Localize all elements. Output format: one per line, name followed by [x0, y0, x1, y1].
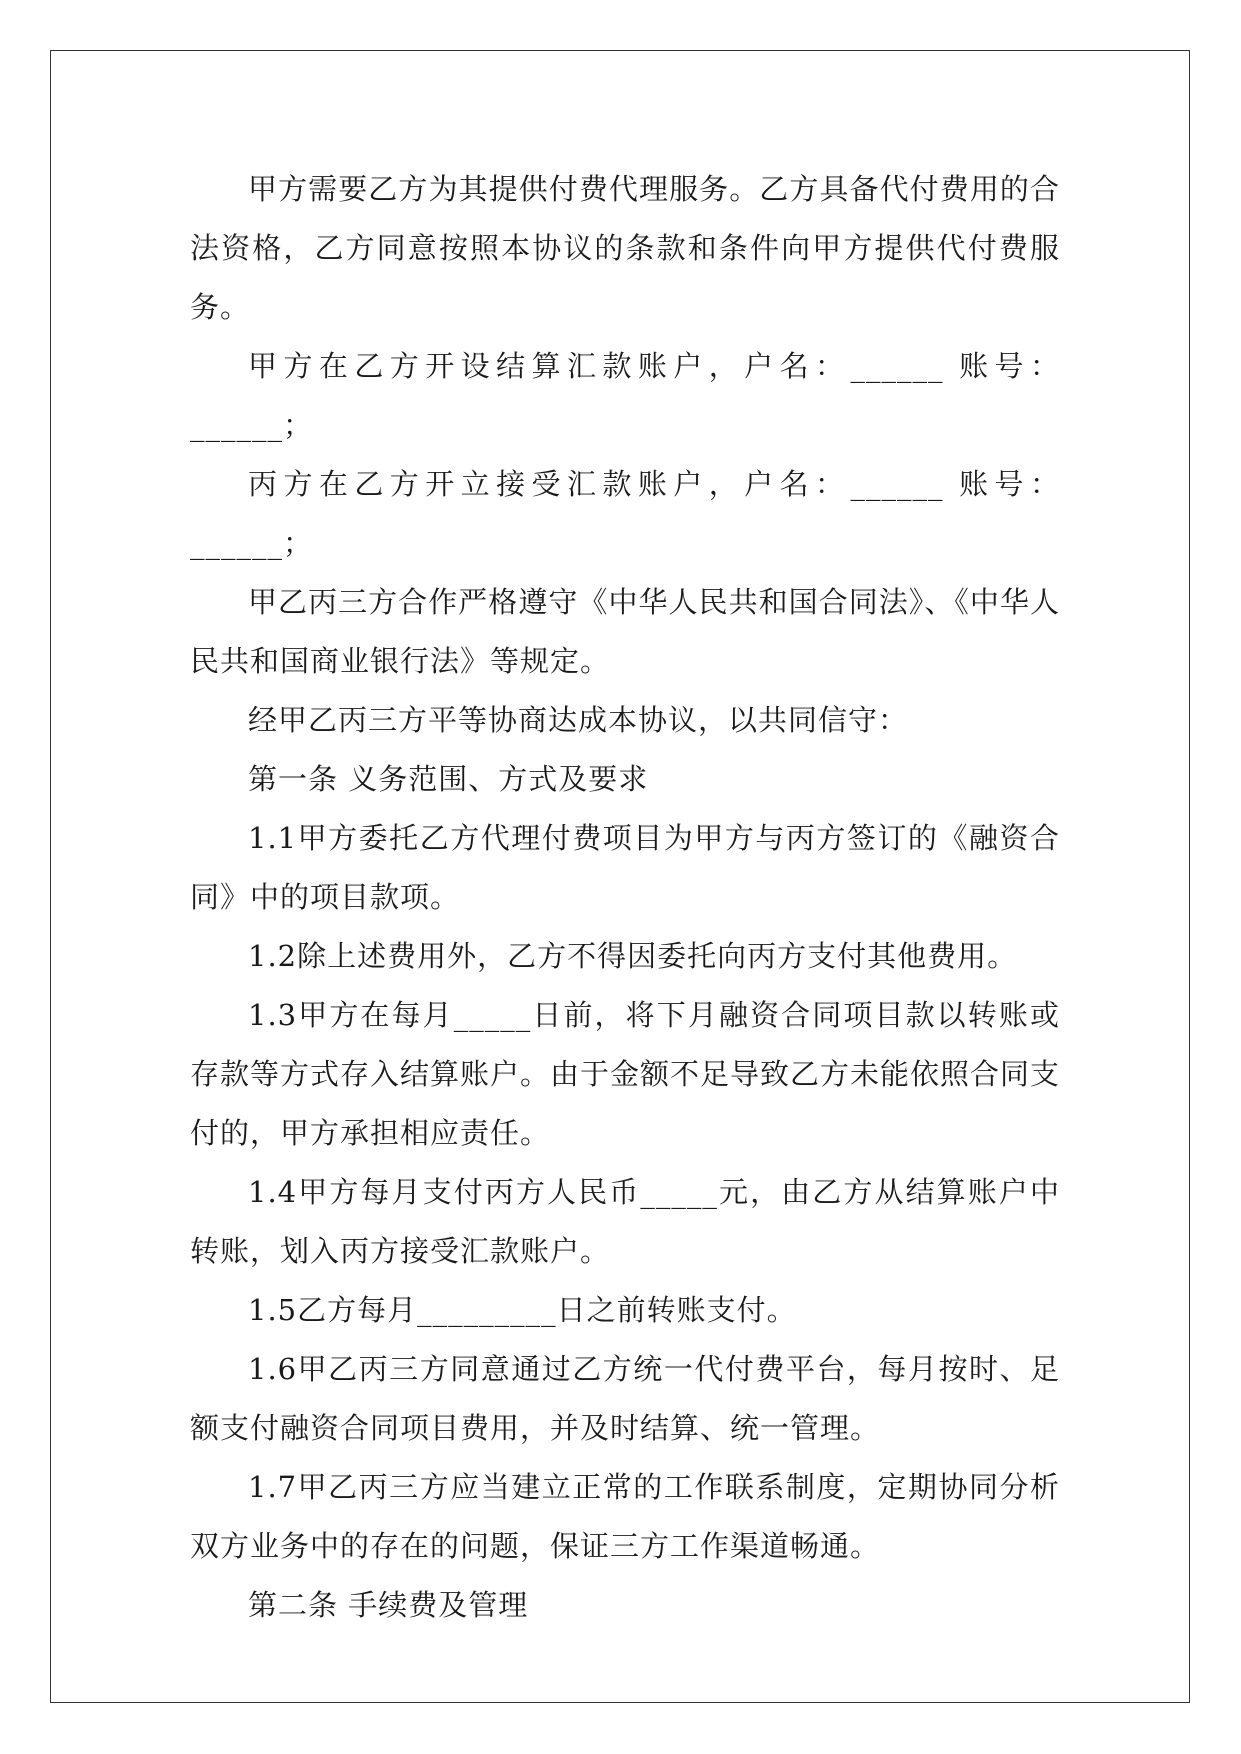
paragraph-agreement: 经甲乙丙三方平等协商达成本协议，以共同信守： — [248, 703, 909, 737]
clause-1-4: 1.4甲方每月支付丙方人民币_____元，由乙方从结算账户中转账，划入丙方接受汇款账户。 — [190, 1175, 1060, 1268]
clause-1-7: 1.7甲乙丙三方应当建立正常的工作联系制度，定期协同分析双方业务中的存在的问题，保证三方工作渠道畅通。 — [190, 1470, 1060, 1563]
clause-1-2: 1.2除上述费用外，乙方不得因委托向丙方支付其他费用。 — [248, 939, 1018, 973]
clause-1-6: 1.6甲乙丙三方同意通过乙方统一代付费平台，每月按时、足额支付融资合同项目费用，并及时结算、统一管理。 — [190, 1352, 1060, 1445]
article-2-heading: 第二条 手续费及管理 — [248, 1588, 529, 1622]
paragraph-party-c-account: 丙方在乙方开立接受汇款账户，户名：______ 账号：______； — [190, 467, 1060, 560]
paragraph-intro: 甲方需要乙方为其提供付费代理服务。乙方具备代付费用的合法资格，乙方同意按照本协议的条款和条件向甲方提供代付费服务。 — [190, 172, 1060, 324]
clause-1-3: 1.3甲方在每月_____日前，将下月融资合同项目款以转账或存款等方式存入结算账户。由于金额不足导致乙方未能依照合同支付的，甲方承担相应责任。 — [190, 998, 1061, 1150]
article-1-heading: 第一条 义务范围、方式及要求 — [248, 762, 649, 796]
clause-1-1: 1.1甲方委托乙方代理付费项目为甲方与丙方签订的《融资合同》中的项目款项。 — [190, 821, 1060, 914]
paragraph-party-a-account: 甲方在乙方开设结算汇款账户，户名：______ 账号：______； — [190, 349, 1060, 442]
paragraph-legal-basis: 甲乙丙三方合作严格遵守《中华人民共和国合同法》、《中华人民共和国商业银行法》等规定。 — [190, 585, 1060, 678]
clause-1-5: 1.5乙方每月_________日之前转账支付。 — [248, 1293, 797, 1327]
document-body — [190, 160, 1060, 1635]
